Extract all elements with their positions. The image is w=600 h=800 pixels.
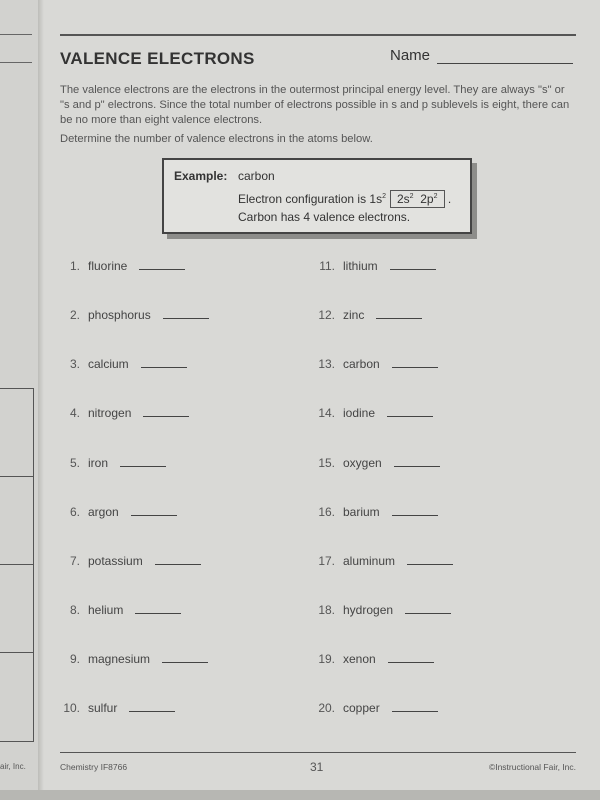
answer-blank[interactable] xyxy=(141,366,187,368)
adjacent-page-footer: air, Inc. xyxy=(0,762,26,771)
answer-blank[interactable] xyxy=(392,366,438,368)
question-element: helium xyxy=(88,603,124,617)
question-13 xyxy=(315,357,438,371)
question-7 xyxy=(60,554,201,568)
valence-s-sup: 2 xyxy=(409,193,414,200)
example-note: Carbon has 4 valence electrons. xyxy=(238,210,411,224)
question-number: 1. xyxy=(69,259,80,273)
answer-blank[interactable] xyxy=(405,612,451,614)
question-3 xyxy=(60,357,187,371)
question-element: carbon xyxy=(343,357,380,371)
page-number: 31 xyxy=(310,760,324,774)
question-element: xenon xyxy=(343,652,376,666)
answer-blank[interactable] xyxy=(394,465,440,467)
answer-blank[interactable] xyxy=(131,514,177,516)
valence-p: 2p xyxy=(420,192,434,206)
answer-blank[interactable] xyxy=(387,415,433,417)
intro-paragraph: The valence electrons are the electrons in the outermost principal energy level. They are always "s" or "s and p" electrons. Since the total number of electrons possible in s and p sublevels is eight, there can be no more than eight valence electrons. xyxy=(60,84,570,126)
question-10 xyxy=(60,701,175,715)
question-element: potassium xyxy=(88,554,143,568)
valence-shell-box xyxy=(390,190,445,208)
question-number: 9. xyxy=(69,652,80,666)
question-element: calcium xyxy=(88,357,129,371)
question-number: 11. xyxy=(319,259,335,273)
question-element: argon xyxy=(88,505,119,519)
question-number: 14. xyxy=(318,406,335,420)
question-element: aluminum xyxy=(343,554,396,568)
question-element: iodine xyxy=(343,406,376,420)
answer-blank[interactable] xyxy=(390,268,436,270)
question-element: hydrogen xyxy=(343,603,394,617)
answer-blank[interactable] xyxy=(376,317,422,319)
question-element: zinc xyxy=(343,308,365,322)
adjacent-page-rule xyxy=(0,62,32,63)
question-element: oxygen xyxy=(343,456,382,470)
answer-blank[interactable] xyxy=(392,514,438,516)
question-number: 16. xyxy=(318,505,335,519)
answer-blank[interactable] xyxy=(120,465,166,467)
question-1 xyxy=(60,259,185,273)
footer-copyright: ©Instructional Fair, Inc. xyxy=(488,762,576,772)
question-element: barium xyxy=(343,505,380,519)
question-element: sulfur xyxy=(88,701,118,715)
question-element: fluorine xyxy=(88,259,128,273)
question-12 xyxy=(315,308,422,322)
question-number: 8. xyxy=(69,603,80,617)
answer-blank[interactable] xyxy=(135,612,181,614)
question-number: 10. xyxy=(63,701,80,715)
page-gutter xyxy=(38,0,44,790)
question-element: nitrogen xyxy=(88,406,132,420)
question-16 xyxy=(315,505,438,519)
question-element: magnesium xyxy=(88,652,151,666)
question-number: 6. xyxy=(69,505,80,519)
valence-p-sup: 2 xyxy=(433,193,438,200)
answer-blank[interactable] xyxy=(407,563,453,565)
question-number: 17. xyxy=(318,554,335,568)
answer-blank[interactable] xyxy=(143,415,189,417)
example-box xyxy=(162,158,472,234)
question-number: 20. xyxy=(318,701,335,715)
adjacent-page-table-row xyxy=(0,652,33,653)
name-label: Name xyxy=(390,47,431,64)
config-prefix: Electron configuration is 1s xyxy=(238,192,383,206)
worksheet-title: VALENCE ELECTRONS xyxy=(60,49,255,68)
answer-blank[interactable] xyxy=(129,710,175,712)
top-rule xyxy=(60,34,576,36)
answer-blank[interactable] xyxy=(155,563,201,565)
question-number: 3. xyxy=(69,357,80,371)
example-element: carbon xyxy=(238,169,275,183)
page-bottom-edge xyxy=(0,790,600,800)
adjacent-page-table xyxy=(0,388,34,742)
question-8 xyxy=(60,603,181,617)
name-blank[interactable] xyxy=(437,63,573,64)
question-6 xyxy=(60,505,177,519)
answer-blank[interactable] xyxy=(163,317,209,319)
question-2 xyxy=(60,308,209,322)
question-11 xyxy=(315,259,436,273)
question-9 xyxy=(60,652,208,666)
question-element: lithium xyxy=(343,259,378,273)
adjacent-page-rule xyxy=(0,34,32,35)
question-element: phosphorus xyxy=(88,308,151,322)
question-17 xyxy=(315,554,453,568)
question-5 xyxy=(60,456,166,470)
config-suffix: . xyxy=(447,192,452,206)
question-number: 15. xyxy=(318,456,335,470)
answer-blank[interactable] xyxy=(162,661,208,663)
question-number: 5. xyxy=(69,456,80,470)
question-18 xyxy=(315,603,451,617)
answer-blank[interactable] xyxy=(392,710,438,712)
answer-blank[interactable] xyxy=(139,268,185,270)
answer-blank[interactable] xyxy=(388,661,434,663)
adjacent-page xyxy=(0,0,39,790)
question-4 xyxy=(60,406,189,420)
footer-book-code: Chemistry IF8766 xyxy=(60,762,128,772)
question-19 xyxy=(315,652,434,666)
question-number: 7. xyxy=(69,554,80,568)
question-15 xyxy=(315,456,440,470)
question-element: iron xyxy=(88,456,109,470)
example-label: Example: xyxy=(174,169,228,183)
worksheet-page xyxy=(60,0,578,790)
question-number: 4. xyxy=(69,406,80,420)
example-configuration xyxy=(238,190,451,208)
instructions: Determine the number of valence electrons in the atoms below. xyxy=(60,133,373,145)
question-element: copper xyxy=(343,701,380,715)
question-14 xyxy=(315,406,433,420)
question-number: 18. xyxy=(318,603,335,617)
question-number: 13. xyxy=(318,357,335,371)
question-number: 2. xyxy=(69,308,80,322)
adjacent-page-table-row xyxy=(0,476,33,477)
question-number: 12. xyxy=(318,308,335,322)
footer-rule xyxy=(60,752,576,753)
config-prefix-sup: 2 xyxy=(382,193,386,200)
question-20 xyxy=(315,701,438,715)
valence-s: 2s xyxy=(396,192,410,206)
question-number: 19. xyxy=(318,652,335,666)
adjacent-page-table-row xyxy=(0,564,33,565)
